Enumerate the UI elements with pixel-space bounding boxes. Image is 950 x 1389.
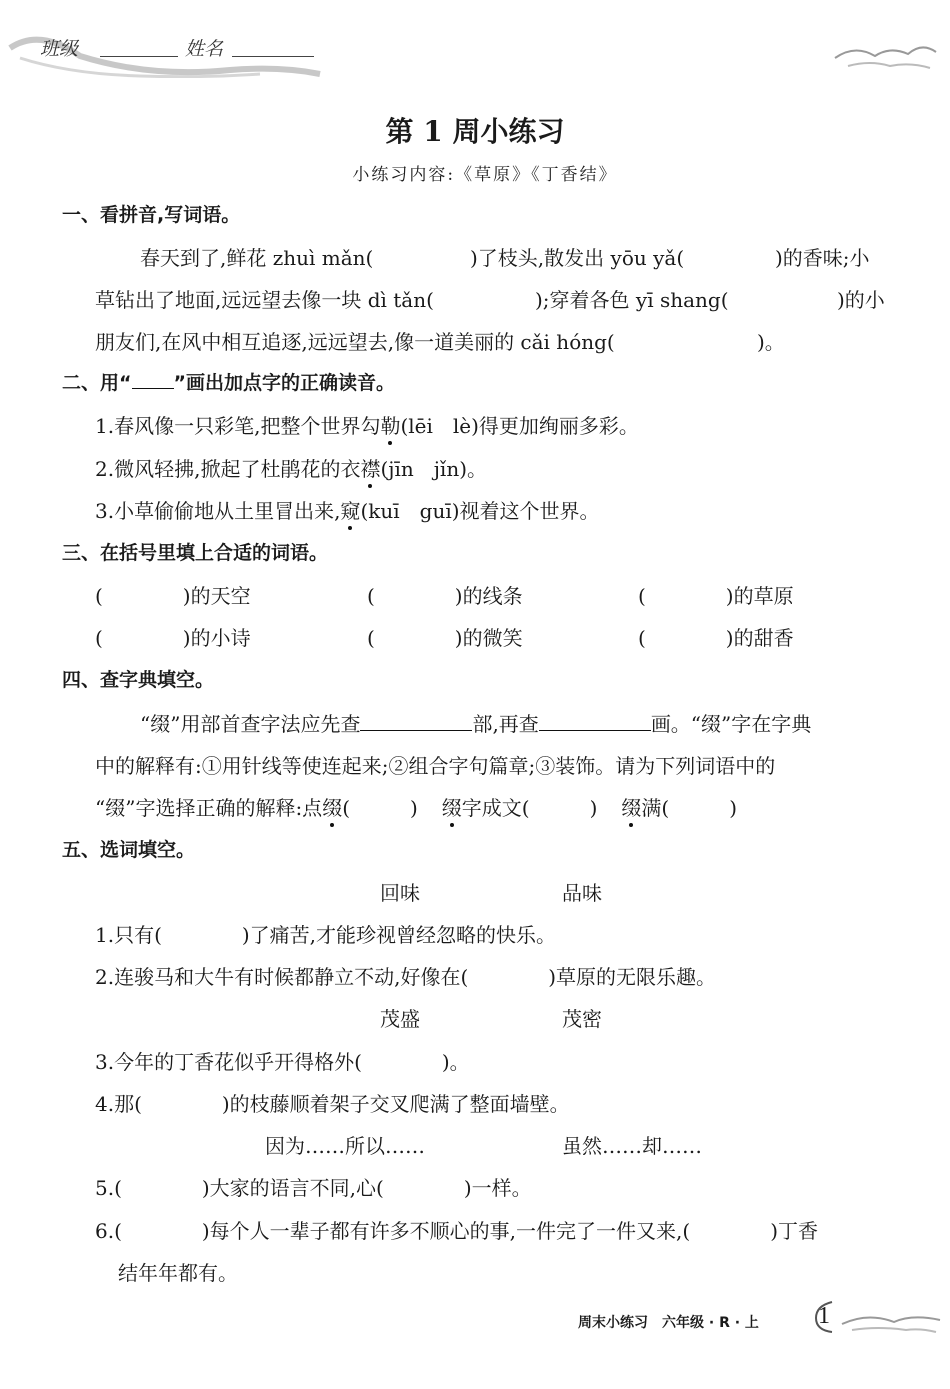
s4-line-3 (95, 792, 737, 821)
s3-item-3-text: 的草原 (733, 584, 794, 608)
word-choice-2b: 茂密 (562, 1007, 602, 1031)
s2-q2-text-a: 2.微风轻拂,掀起了杜鹃花的衣 (95, 457, 361, 481)
s1-line-2c: )的小 (837, 288, 885, 312)
s4-line-1a: “缀”用部首查字法应先查 (140, 712, 361, 736)
cloud-decoration-top (830, 36, 940, 76)
s3-item-5: ( )的微笑 (367, 626, 523, 650)
s3-item-4: ( )的小诗 (95, 626, 251, 650)
s4-line-1b: 部,再查 (472, 712, 539, 736)
s2-q3-text-b: (kuī guī)视着这个世界。 (360, 499, 600, 523)
class-label: 班级 (40, 38, 79, 60)
word-choice-3b: 虽然……却…… (562, 1134, 702, 1158)
stroke-count-blank[interactable] (539, 712, 651, 731)
s3-item-4-text: 的小诗 (190, 626, 251, 650)
s4-dotted-char-1: 缀 (322, 796, 343, 820)
s4-line-2: 中的解释有:①用针线等使连起来;②组合字句篇章;③装饰。请为下列词语中的 (95, 754, 776, 778)
section-4-heading: 四、查字典填空。 (62, 669, 215, 691)
s5-question-6-cont: 结年年都有。 (118, 1261, 238, 1285)
s4-line-3b: ( ) (342, 796, 418, 820)
page-title: 第 1 周小练习 (385, 115, 565, 148)
section-2-heading-a: 二、用“ (62, 372, 132, 394)
s2-question-1 (95, 410, 639, 439)
page-subtitle: 小练习内容:《草原》《丁香结》 (352, 165, 618, 185)
section-2-heading-b: ”画出加点字的正确读音。 (173, 372, 395, 394)
s3-item-2: ( )的线条 (367, 584, 523, 608)
s5-question-1: 1.只有( )了痛苦,才能珍视曾经忽略的快乐。 (95, 923, 557, 947)
section-5-heading: 五、选词填空。 (62, 839, 196, 861)
s2-q2-dotted-char: 襟 (360, 457, 381, 481)
s3-item-1: ( )的天空 (95, 584, 251, 608)
s3-item-3: ( )的草原 (638, 584, 794, 608)
radical-blank[interactable] (360, 712, 472, 731)
s5-question-5: 5.( )大家的语言不同,心( )一样。 (95, 1176, 532, 1200)
s5-question-6: 6.( )每个人一辈子都有许多不顺心的事,一件完了一件又来,( )丁香 (95, 1219, 819, 1243)
section-1-heading: 一、看拼音,写词语。 (62, 204, 241, 226)
class-field[interactable] (100, 36, 178, 57)
page-number: 1 (818, 1303, 830, 1329)
s1-line-1b: )了枝头,散发出 yōu yǎ( (470, 246, 685, 270)
s3-item-1-text: 的天空 (190, 584, 251, 608)
word-choice-2a: 茂盛 (380, 1007, 420, 1031)
s2-question-3 (95, 495, 600, 524)
s1-line-3a: 朋友们,在风中相互追逐,远远望去,像一道美丽的 cǎi hóng( (95, 330, 615, 354)
s2-q1-text-a: 1.春风像一只彩笔,把整个世界勾 (95, 414, 381, 438)
underline-sample (132, 370, 174, 389)
s2-q3-dotted-char: 窥 (340, 499, 361, 523)
s5-question-2: 2.连骏马和大牛有时候都静立不动,好像在( )草原的无限乐趣。 (95, 965, 717, 989)
footer-cloud-decoration (808, 1296, 948, 1340)
s2-question-2 (95, 453, 487, 482)
s5-question-4: 4.那( )的枝藤顺着架子交叉爬满了整面墙壁。 (95, 1092, 570, 1116)
name-label: 姓名 (185, 38, 224, 60)
s3-item-6: ( )的甜香 (638, 626, 794, 650)
s4-line-1 (140, 708, 811, 737)
footer-label: 周末小练习 六年级 · R · 上 (578, 1315, 759, 1331)
s1-line-3b: )。 (757, 330, 785, 354)
s1-line-1c: )的香味;小 (775, 246, 870, 270)
s1-line-2a: 草钻出了地面,远远望去像一块 dì tǎn( (95, 288, 434, 312)
s3-item-2-text: 的线条 (462, 584, 523, 608)
s3-item-6-text: 的甜香 (733, 626, 794, 650)
word-choice-3a: 因为……所以…… (265, 1134, 425, 1158)
s5-question-3: 3.今年的丁香花似乎开得格外( )。 (95, 1050, 470, 1074)
word-choice-1b: 品味 (562, 881, 602, 905)
section-2-heading (62, 368, 395, 395)
s2-q3-text-a: 3.小草偷偷地从土里冒出来, (95, 499, 341, 523)
s4-line-3a: “缀”字选择正确的解释:点 (95, 796, 323, 820)
s4-line-3c: 字成文( ) (461, 796, 598, 820)
word-choice-1a: 回味 (380, 881, 420, 905)
s4-dotted-char-2: 缀 (441, 796, 462, 820)
s2-q1-text-b: (lēi lè)得更加绚丽多彩。 (400, 414, 639, 438)
s4-line-3d: 满( ) (641, 796, 738, 820)
s1-line-1a: 春天到了,鲜花 zhuì mǎn( (140, 246, 374, 270)
section-3-heading: 三、在括号里填上合适的词语。 (62, 542, 329, 564)
s2-q2-text-b: (jīn jǐn)。 (380, 457, 488, 481)
s4-dotted-char-3: 缀 (621, 796, 642, 820)
s3-item-5-text: 的微笑 (462, 626, 523, 650)
s1-line-2b: );穿着各色 yī shang( (535, 288, 729, 312)
s4-line-1c: 画。“缀”字在字典 (650, 712, 812, 736)
name-field[interactable] (232, 36, 314, 57)
s2-q1-dotted-char: 勒 (380, 414, 401, 438)
